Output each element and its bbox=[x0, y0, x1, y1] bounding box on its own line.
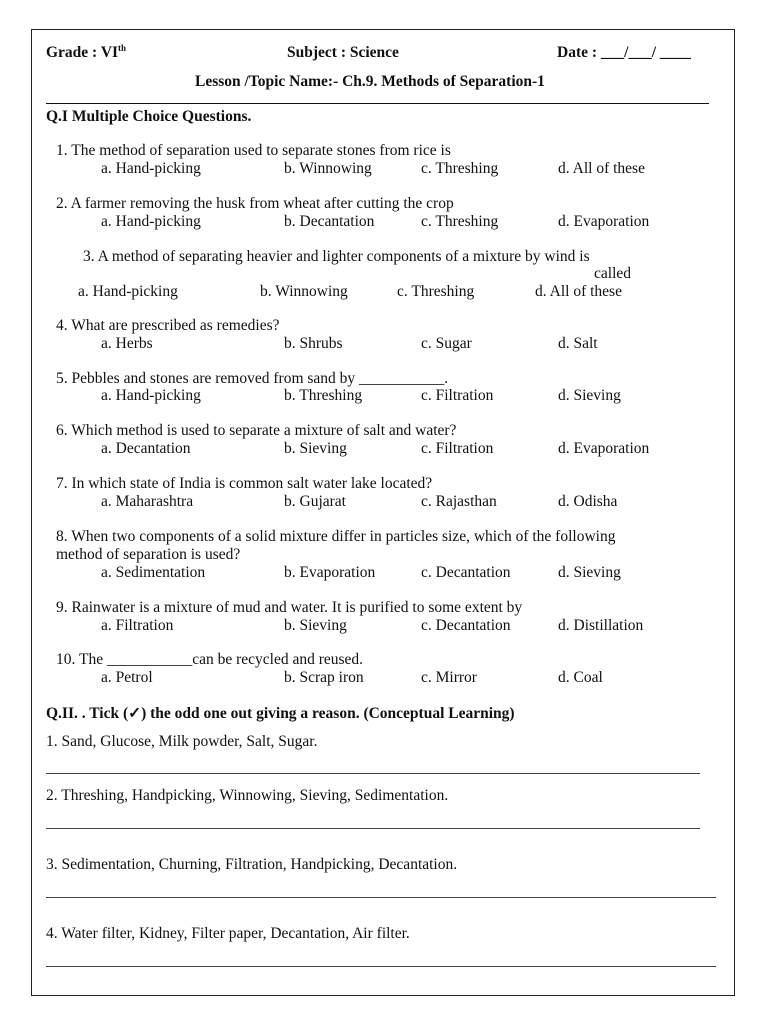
section-title-odd-one-out: Q.II. . Tick (✓) the odd one out giving a reason. (Conceptual Learning) bbox=[46, 705, 515, 722]
option: d. Evaporation bbox=[558, 213, 650, 230]
option: c. Threshing bbox=[421, 213, 499, 230]
option: b. Decantation bbox=[284, 213, 375, 230]
question-2: 2. A farmer removing the husk from wheat after cutting the crop bbox=[56, 195, 454, 212]
odd-one-item-1: 1. Sand, Glucose, Milk powder, Salt, Sugar. bbox=[46, 733, 318, 750]
option: a. Sedimentation bbox=[101, 564, 206, 581]
option: c. Filtration bbox=[421, 440, 494, 457]
option: d. Sieving bbox=[558, 564, 621, 581]
option: d. Distillation bbox=[558, 617, 644, 634]
option: b. Sieving bbox=[284, 617, 347, 634]
option: d. All of these bbox=[558, 160, 645, 177]
option: b. Scrap iron bbox=[284, 669, 364, 686]
question-9: 9. Rainwater is a mixture of mud and water. It is purified to some extent by bbox=[56, 599, 523, 616]
answer-line[interactable] bbox=[46, 828, 700, 829]
option: c. Sugar bbox=[421, 335, 472, 352]
option: a. Hand-picking bbox=[101, 160, 201, 177]
option: c. Threshing bbox=[397, 283, 475, 300]
question-4: 4. What are prescribed as remedies? bbox=[56, 317, 280, 334]
option: c. Mirror bbox=[421, 669, 477, 686]
option: b. Winnowing bbox=[284, 160, 372, 177]
option: d. Evaporation bbox=[558, 440, 650, 457]
question-8: 8. When two components of a solid mixture differ in particles size, which of the following bbox=[56, 528, 616, 545]
grade-label: Grade : VIth bbox=[46, 42, 127, 61]
option: b. Winnowing bbox=[260, 283, 348, 300]
odd-one-item-3: 3. Sedimentation, Churning, Filtration, Handpicking, Decantation. bbox=[46, 856, 458, 873]
option: b. Shrubs bbox=[284, 335, 343, 352]
option: b. Evaporation bbox=[284, 564, 376, 581]
option: c. Decantation bbox=[421, 564, 511, 581]
option: d. All of these bbox=[535, 283, 622, 300]
answer-line[interactable] bbox=[46, 773, 700, 774]
option: c. Filtration bbox=[421, 387, 494, 404]
option: a. Hand-picking bbox=[78, 283, 178, 300]
option: a. Maharashtra bbox=[101, 493, 194, 510]
option: b. Gujarat bbox=[284, 493, 346, 510]
answer-line[interactable] bbox=[46, 966, 716, 967]
option: c. Decantation bbox=[421, 617, 511, 634]
question-3-cont: called bbox=[594, 265, 632, 282]
header-divider bbox=[46, 103, 709, 104]
question-6: 6. Which method is used to separate a mixture of salt and water? bbox=[56, 422, 457, 439]
question-1: 1. The method of separation used to separate stones from rice is bbox=[56, 142, 451, 159]
option: d. Salt bbox=[558, 335, 598, 352]
option: a. Petrol bbox=[101, 669, 153, 686]
question-3: 3. A method of separating heavier and lighter components of a mixture by wind is bbox=[83, 248, 590, 265]
option: d. Sieving bbox=[558, 387, 621, 404]
subject-label: Subject : Science bbox=[287, 44, 399, 61]
option: b. Sieving bbox=[284, 440, 347, 457]
option: a. Hand-picking bbox=[101, 213, 201, 230]
option: b. Threshing bbox=[284, 387, 363, 404]
odd-one-item-4: 4. Water filter, Kidney, Filter paper, Decantation, Air filter. bbox=[46, 925, 410, 942]
option: a. Filtration bbox=[101, 617, 174, 634]
question-5: 5. Pebbles and stones are removed from sand by ___________. bbox=[56, 370, 449, 387]
option: d. Coal bbox=[558, 669, 603, 686]
option: d. Odisha bbox=[558, 493, 618, 510]
answer-line[interactable] bbox=[46, 897, 716, 898]
section-title-mcq: Q.I Multiple Choice Questions. bbox=[46, 108, 252, 125]
option: c. Threshing bbox=[421, 160, 499, 177]
option: a. Decantation bbox=[101, 440, 191, 457]
option: c. Rajasthan bbox=[421, 493, 497, 510]
odd-one-item-2: 2. Threshing, Handpicking, Winnowing, Sieving, Sedimentation. bbox=[46, 787, 449, 804]
option: a. Hand-picking bbox=[101, 387, 201, 404]
lesson-title: Lesson /Topic Name:- Ch.9. Methods of Separation-1 bbox=[195, 73, 545, 90]
question-8-cont: method of separation is used? bbox=[56, 546, 241, 563]
date-field: Date : ___/___/ ____ bbox=[557, 44, 691, 61]
question-10: 10. The ___________can be recycled and reused. bbox=[56, 651, 364, 668]
question-7: 7. In which state of India is common salt water lake located? bbox=[56, 475, 433, 492]
option: a. Herbs bbox=[101, 335, 153, 352]
